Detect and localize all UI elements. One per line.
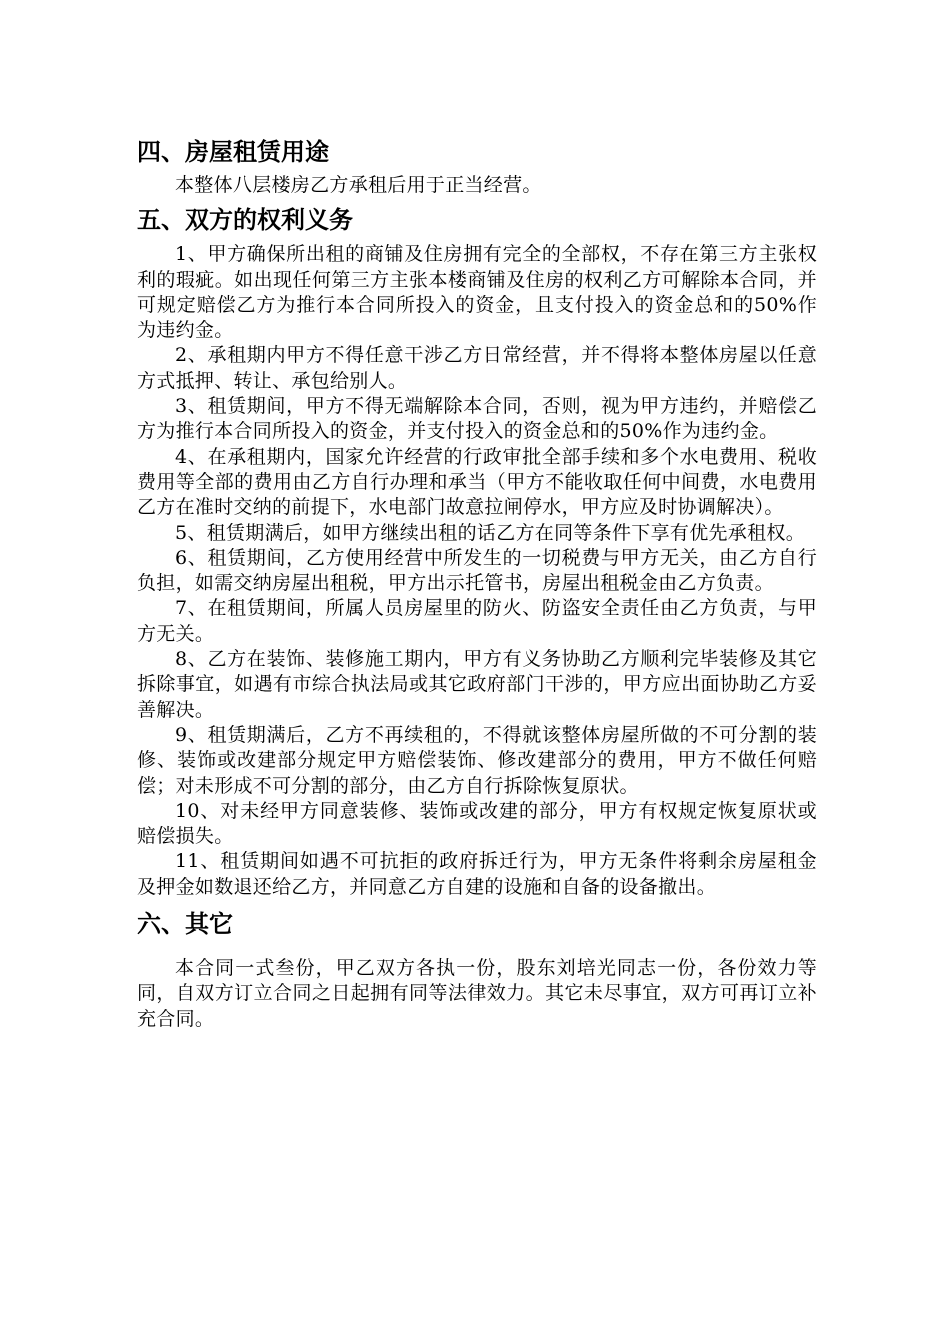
section-heading-other: 六、其它 xyxy=(137,910,233,939)
clause-10: 10、对未经甲方同意装修、装饰或改建的部分，甲方有权规定恢复原状或赔偿损失。 xyxy=(137,799,817,848)
clause-3: 3、租赁期间，甲方不得无端解除本合同，否则，视为甲方违约，并赔偿乙方为推行本合同所投入的资金，并支付投入的资金总和的50%作为违约金。 xyxy=(137,395,817,443)
clause-5: 5、租赁期满后，如甲方继续出租的话乙方在同等条件下享有优先承租权。 xyxy=(175,521,805,544)
section-heading-usage: 四、房屋租赁用途 xyxy=(137,138,329,166)
clause-9: 9、租赁期满后，乙方不再续租的，不得就该整体房屋所做的不可分割的装修、装饰或改建部分规定甲方赔偿装饰、修改建部分的费用，甲方不做任何赔偿；对未形成不可分割的部分，由乙方自行拆除恢复原状。 xyxy=(137,723,817,797)
section-heading-rights-obligations: 五、双方的权利义务 xyxy=(137,206,353,235)
clause-11: 11、租赁期间如遇不可抗拒的政府拆迁行为，甲方无条件将剩余房屋租金及押金如数退还给乙方，并同意乙方自建的设施和自备的设备撤出。 xyxy=(137,850,817,898)
clause-8: 8、乙方在装饰、装修施工期内，甲方有义务协助乙方顺利完毕装修及其它拆除事宜，如遇有市综合执法局或其它政府部门干涉的，甲方应出面协助乙方妥善解决。 xyxy=(137,648,817,721)
usage-paragraph: 本整体八层楼房乙方承租后用于正当经营。 xyxy=(175,174,542,196)
clause-2: 2、承租期内甲方不得任意干涉乙方日常经营，并不得将本整体房屋以任意方式抵押、转让、承包给别人。 xyxy=(137,344,817,392)
clause-1: 1、甲方确保所出租的商铺及住房拥有完全的全部权，不存在第三方主张权利的瑕疵。如出现任何第三方主张本楼商铺及住房的权利乙方可解除本合同，并可规定赔偿乙方为推行本合同所投入的资金，且支付投入的资金总和的50%作为违约金。 xyxy=(137,243,817,342)
other-paragraph: 本合同一式叁份，甲乙双方各执一份，股东刘培光同志一份，各份效力等同，自双方订立合同之日起拥有同等法律效力。其它未尽事宜，双方可再订立补充合同。 xyxy=(137,957,817,1030)
clause-7: 7、在租赁期间，所属人员房屋里的防火、防盗安全责任由乙方负责，与甲方无关。 xyxy=(137,597,817,645)
document-body xyxy=(137,134,817,1032)
clause-6: 6、租赁期间，乙方使用经营中所发生的一切税费与甲方无关，由乙方自行负担，如需交纳房屋出租税，甲方出示托管书，房屋出租税金由乙方负责。 xyxy=(137,546,817,595)
clause-4: 4、在承租期内，国家允许经营的行政审批全部手续和多个水电费用、税收费用等全部的费用由乙方自行办理和承当（甲方不能收取任何中间费，水电费用乙方在准时交纳的前提下，水电部门故意拉闸停水，甲方应及时协调解决）。 xyxy=(137,445,817,519)
